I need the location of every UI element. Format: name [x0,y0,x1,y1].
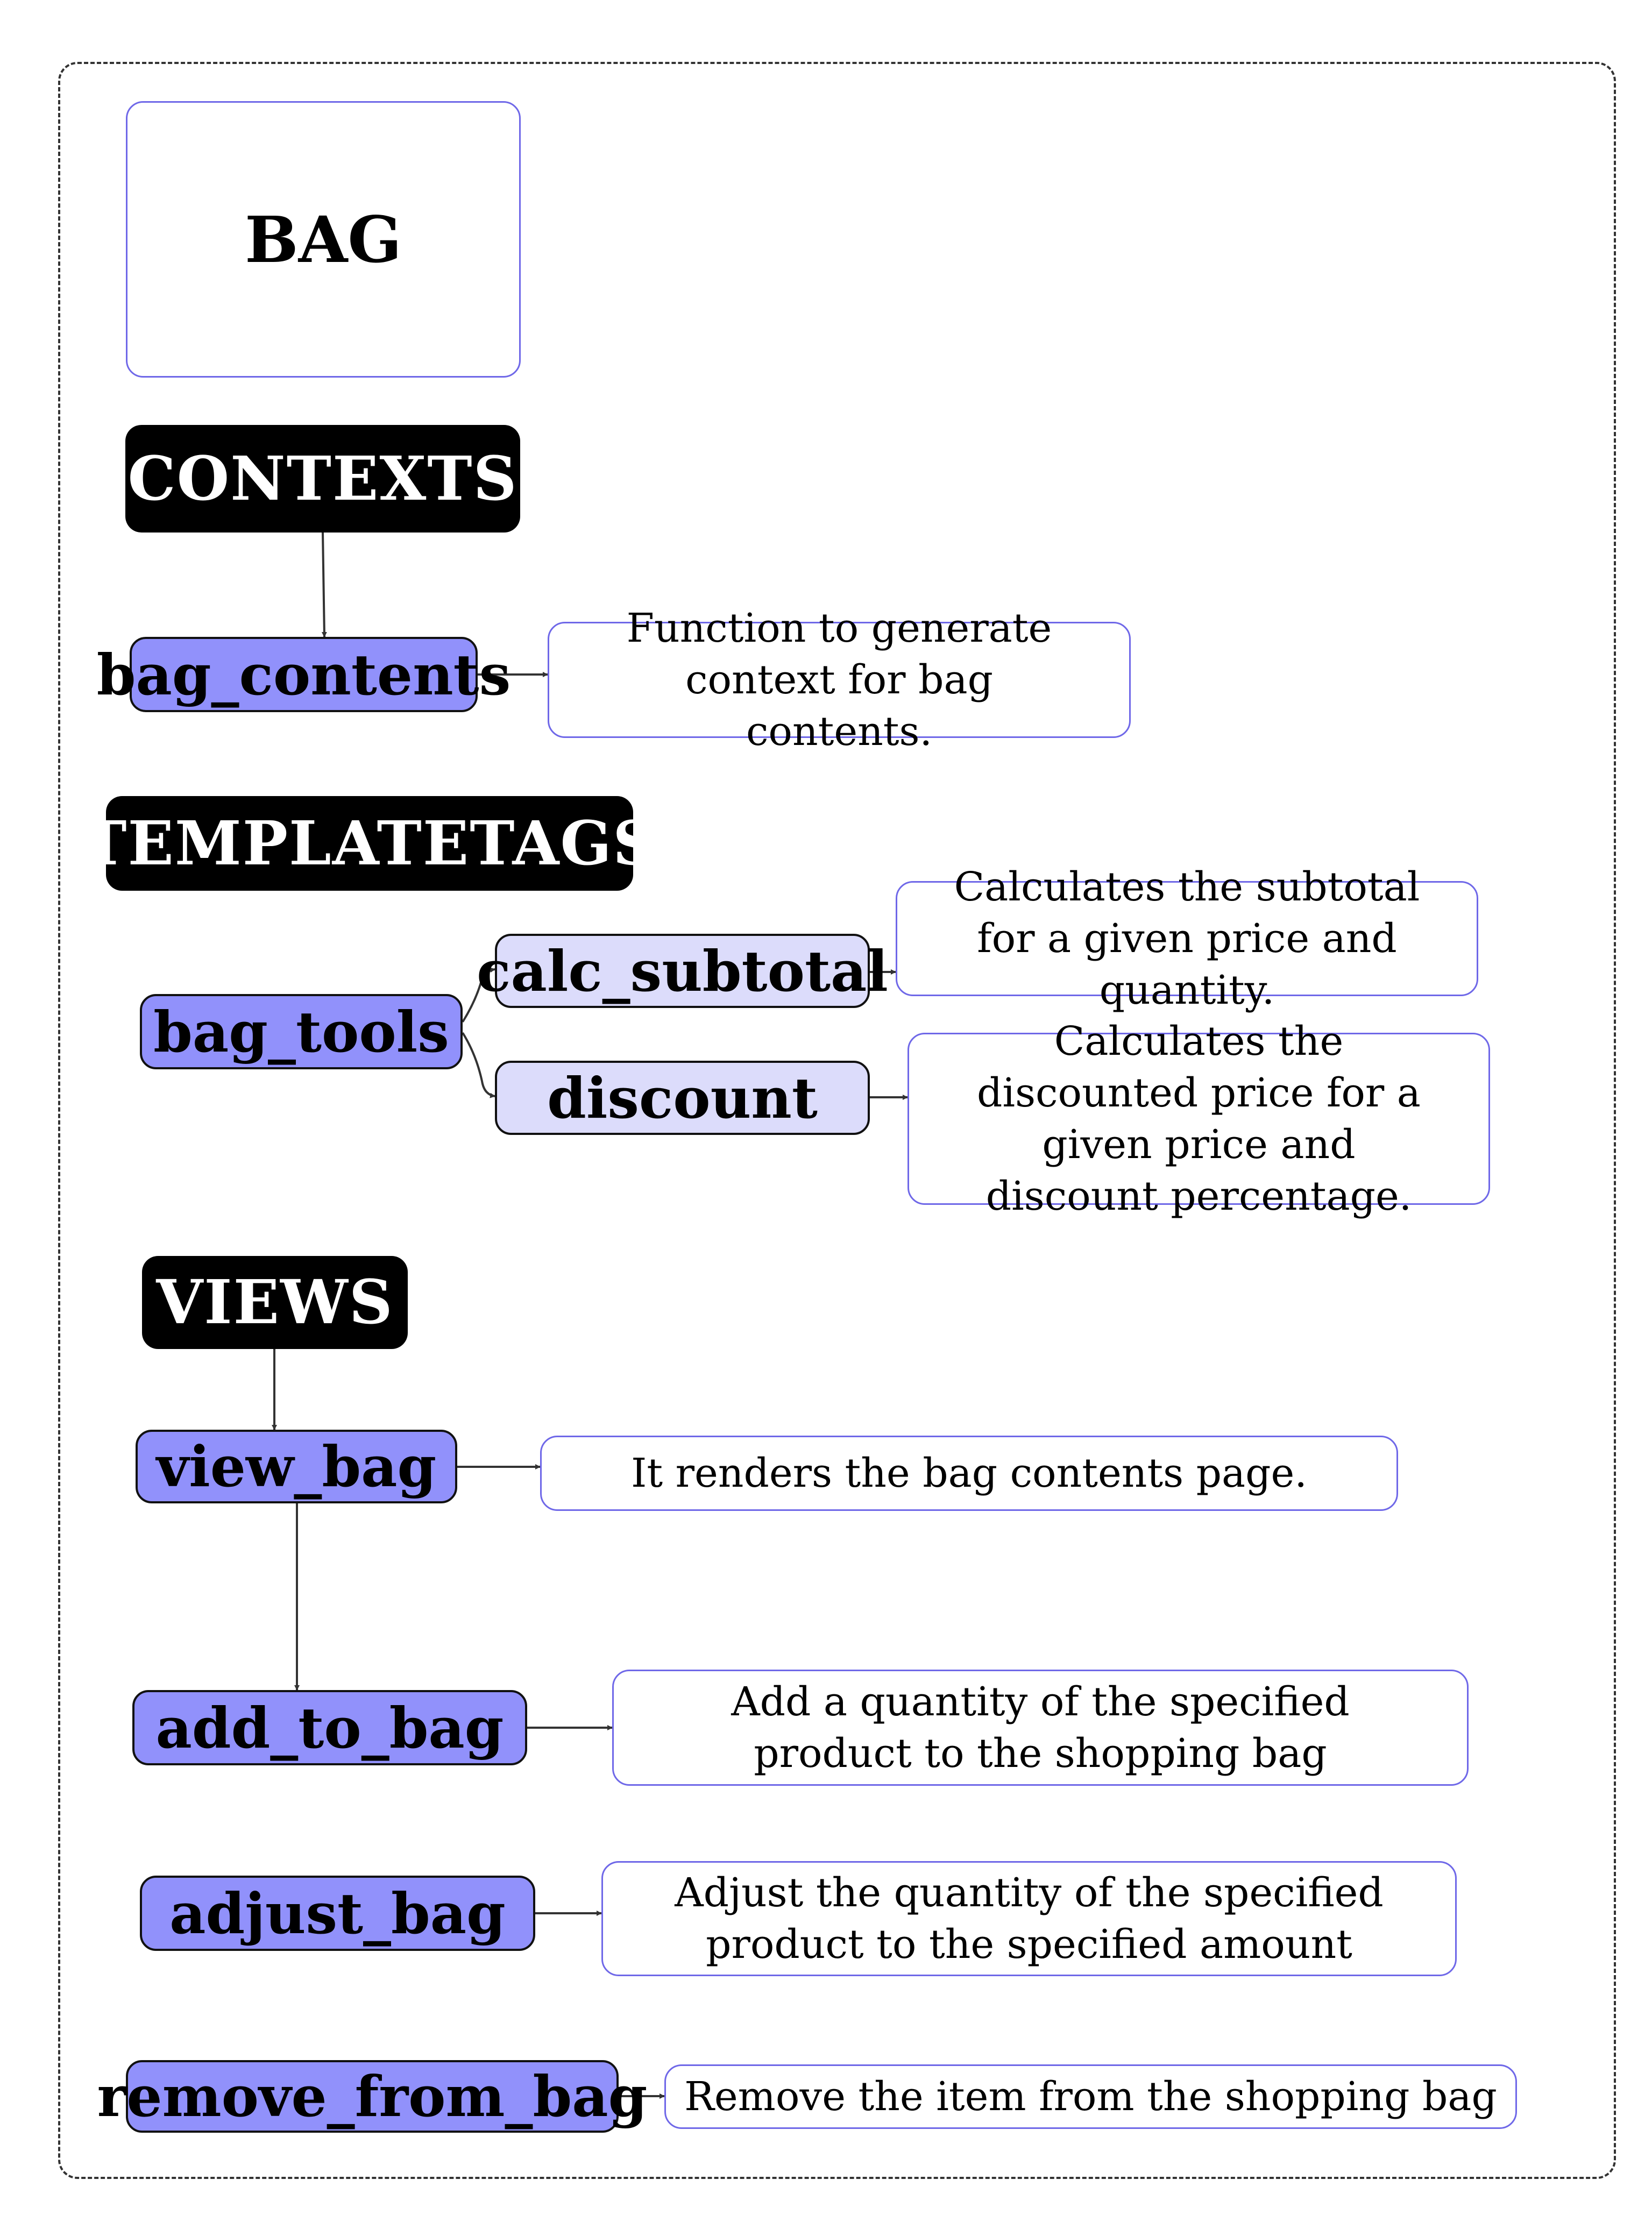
node-view-bag-label: view_bag [156,1433,437,1500]
desc-bag-contents [548,605,1131,755]
title-box [126,101,521,378]
desc-view-bag [540,1436,1398,1511]
section-contexts [125,425,520,533]
section-contexts-label: CONTEXTS [127,443,518,514]
section-templatetags [82,796,657,891]
node-adjust-bag [140,1876,535,1951]
node-remove-from-bag [97,2060,648,2133]
node-view-bag [136,1430,457,1503]
node-calc-subtotal [477,934,888,1008]
section-views-label: VIEWS [156,1267,394,1338]
desc-bag-contents-text: Function to generate context for bag contents. [626,605,1052,755]
node-bag-tools [140,994,463,1069]
node-discount [495,1061,870,1135]
desc-calc-subtotal [896,863,1478,1014]
desc-add-to-bag [612,1670,1469,1786]
node-bag-contents-label: bag_contents [96,641,511,708]
desc-add-to-bag-text: Add a quantity of the specified product to the shopping bag [731,1678,1350,1777]
section-templatetags-label: TEMPLATETAGS [82,808,657,879]
node-remove-from-bag-label: remove_from_bag [97,2063,648,2129]
node-add-to-bag-label: add_to_bag [155,1694,504,1761]
title-text: BAG [244,202,402,277]
node-add-to-bag [132,1690,527,1765]
desc-discount-text: Calculates the discounted price for a given price and discount percentage. [977,1018,1421,1220]
node-discount-label: discount [547,1064,818,1131]
desc-calc-subtotal-text: Calculates the subtotal for a given price and quantity. [954,863,1420,1014]
desc-adjust-bag [601,1861,1457,1976]
node-bag-tools-label: bag_tools [153,998,449,1065]
node-adjust-bag-label: adjust_bag [169,1880,506,1947]
desc-remove-from-bag [664,2064,1517,2129]
node-calc-subtotal-label: calc_subtotal [477,938,888,1004]
node-bag-contents [96,637,511,712]
desc-remove-from-bag-text: Remove the item from the shopping bag [684,2073,1497,2120]
section-views [142,1256,408,1349]
desc-adjust-bag-text: Adjust the quantity of the specified product to the specified amount [675,1869,1384,1968]
desc-view-bag-text: It renders the bag contents page. [631,1450,1307,1496]
desc-discount [907,1018,1490,1220]
